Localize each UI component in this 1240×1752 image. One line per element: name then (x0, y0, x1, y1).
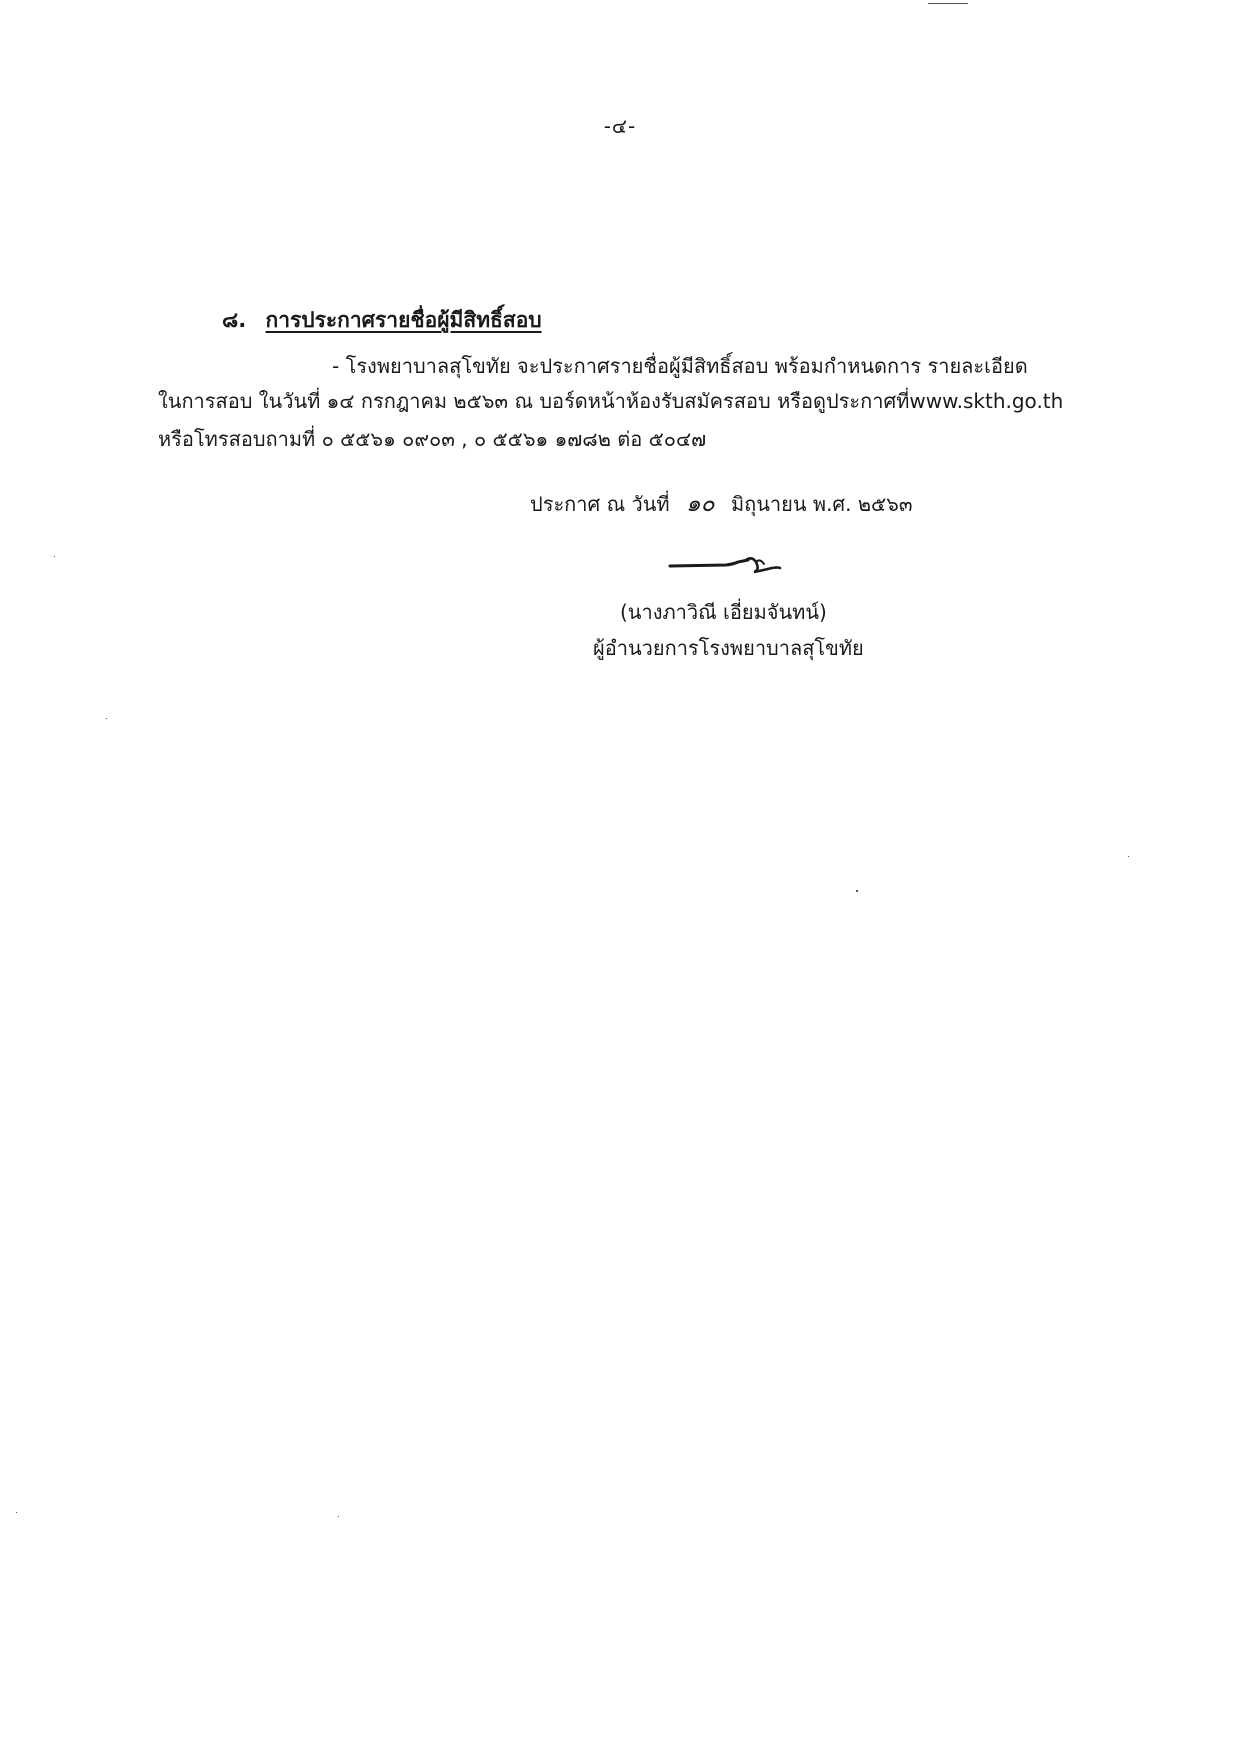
section-heading (222, 304, 542, 337)
announcement-prefix: ประกาศ ณ วันที่ (530, 492, 670, 516)
scan-mark-top (928, 3, 968, 4)
scan-mark-dot (16, 1512, 17, 1513)
scan-mark-dot (856, 890, 858, 892)
handwritten-signature (668, 550, 783, 578)
page-number: -๔- (603, 114, 637, 138)
body-line: ในการสอบ ในวันที่ ๑๔ กรกฎาคม ๒๕๖๓ ณ บอร์ดหน้าห้องรับสมัครสอบ หรือดูประกาศที่www.skth.go.th (158, 389, 1064, 413)
scan-mark-dot (106, 718, 107, 719)
body-line: หรือโทรสอบถามที่ ๐ ๕๕๖๑ ๐๙๐๓ , ๐ ๕๕๖๑ ๑๗๘๒ ต่อ ๕๐๔๗ (158, 427, 707, 451)
section-number: ๘. (222, 308, 247, 332)
signer-name: (นางภาวิณี เอี่ยมจันทน์) (620, 600, 827, 624)
section-title: การประกาศรายชื่อผู้มีสิทธิ์สอบ (265, 308, 542, 332)
scan-mark-dot (1128, 856, 1129, 857)
body-line: - โรงพยาบาลสุโขทัย จะประกาศรายชื่อผู้มีสิทธิ์สอบ พร้อมกำหนดการ รายละเอียด (332, 354, 1028, 378)
scan-mark-dot (338, 1516, 339, 1517)
signer-position: ผู้อำนวยการโรงพยาบาลสุโขทัย (593, 636, 864, 660)
handwritten-day: ๑๐ (685, 491, 715, 517)
scan-mark-dot (54, 556, 55, 557)
announcement-date (530, 486, 913, 522)
announcement-suffix: มิถุนายน พ.ศ. ๒๕๖๓ (730, 492, 913, 516)
